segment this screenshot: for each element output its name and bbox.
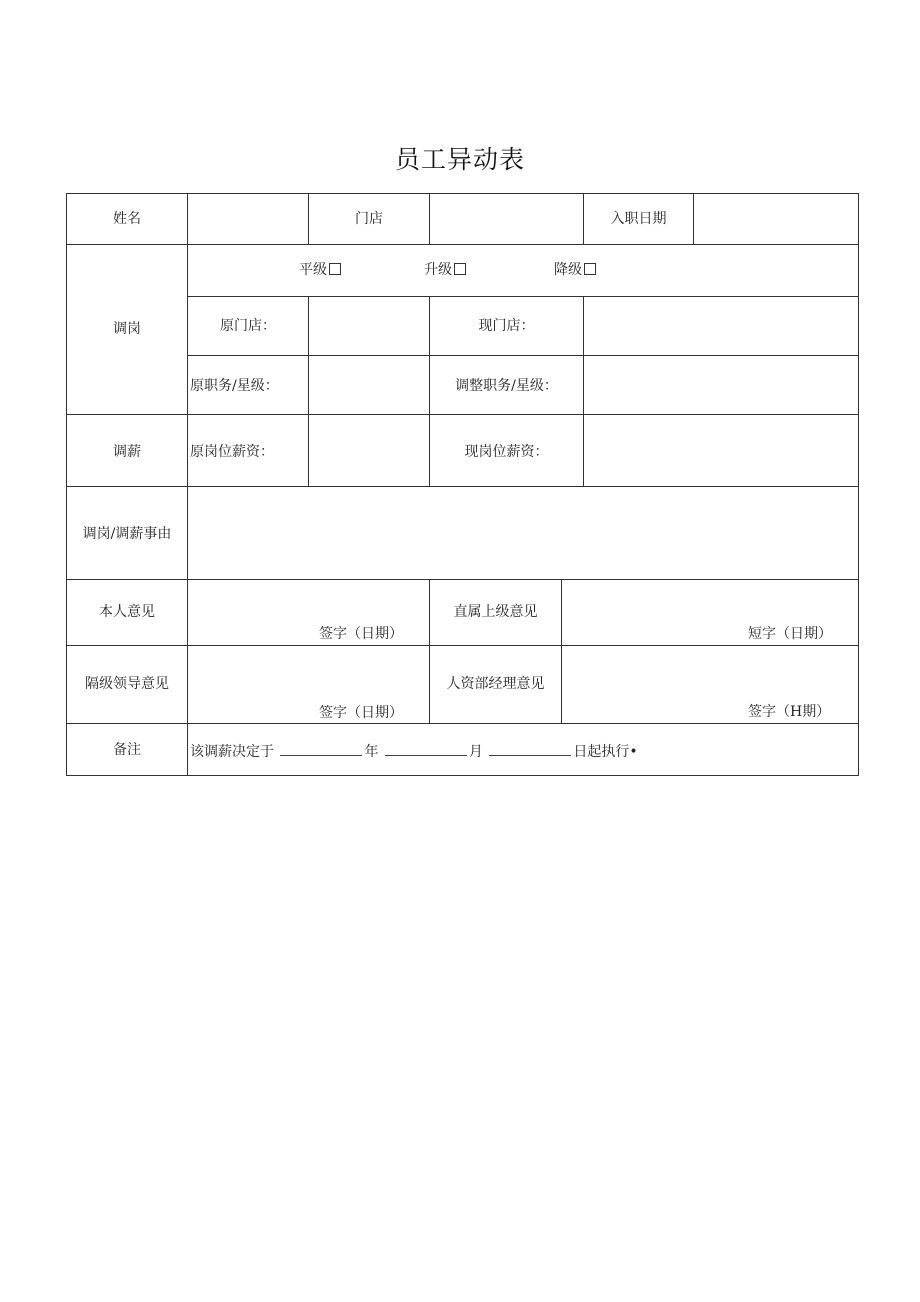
- store-label: 门店: [355, 211, 383, 227]
- new-salary-field[interactable]: [584, 415, 858, 486]
- orig-position-label: 原职务/星级：: [190, 378, 279, 394]
- page-title: 员工异动表: [394, 145, 525, 174]
- hr-opinion-label: 人资部经理意见: [446, 676, 545, 692]
- option-lateral-label: 平级: [299, 262, 327, 278]
- option-demotion-label: 降级: [554, 262, 582, 278]
- store-field[interactable]: [430, 194, 583, 244]
- orig-salary-label: 原岗位薪资：: [190, 444, 274, 460]
- row-divider: [67, 723, 858, 724]
- hire-date-field[interactable]: [694, 194, 858, 244]
- reason-label: 调岗/调薪事由: [82, 526, 172, 542]
- checkbox-icon[interactable]: [329, 263, 341, 275]
- reason-field[interactable]: [188, 487, 858, 579]
- orig-position-field[interactable]: [309, 356, 429, 414]
- hr-sign-label: 签字（H期）: [748, 704, 831, 720]
- orig-store-label: 原门店：: [220, 318, 276, 334]
- new-salary-label: 现岗位薪资：: [464, 444, 549, 460]
- remarks-label: 备注: [113, 742, 141, 758]
- orig-salary-field[interactable]: [309, 415, 429, 486]
- checkbox-icon[interactable]: [454, 263, 466, 275]
- skip-leader-opinion-label: 隔级领导意见: [85, 676, 169, 692]
- option-promotion[interactable]: [424, 261, 466, 279]
- transfer-form: [66, 193, 859, 776]
- col-divider: [429, 579, 430, 723]
- skip-leader-sign-label: 签字（日期）: [319, 705, 403, 721]
- option-lateral[interactable]: [299, 261, 341, 279]
- new-position-field[interactable]: [584, 356, 858, 414]
- month-label: 月: [468, 744, 483, 760]
- orig-store-field[interactable]: [309, 297, 429, 355]
- option-promotion-label: 升级: [424, 262, 452, 278]
- self-opinion-label: 本人意见: [99, 604, 155, 620]
- remarks-prefix: 该调薪决定于: [190, 744, 274, 760]
- month-blank[interactable]: [385, 741, 467, 756]
- transfer-label: 调岗: [113, 321, 141, 337]
- salary-label: 调薪: [113, 444, 141, 460]
- year-label: 年: [364, 744, 379, 760]
- self-sign-label: 签字（日期）: [319, 626, 403, 642]
- row-divider: [67, 244, 858, 245]
- year-blank[interactable]: [280, 741, 362, 756]
- supervisor-opinion-label: 直属上级意见: [453, 604, 538, 620]
- new-position-label: 调整职务/星级：: [455, 378, 558, 394]
- option-demotion[interactable]: [554, 261, 596, 279]
- supervisor-sign-label: 短字（日期）: [748, 626, 832, 642]
- hire-date-label: 入职日期: [610, 211, 667, 227]
- checkbox-icon[interactable]: [584, 263, 596, 275]
- name-label: 姓名: [113, 211, 141, 227]
- remarks-text: [190, 741, 638, 761]
- name-field[interactable]: [188, 194, 308, 244]
- day-blank[interactable]: [489, 741, 571, 756]
- remarks-suffix: 日起执行•: [573, 744, 638, 760]
- new-store-label: 现门店：: [478, 318, 535, 334]
- new-store-field[interactable]: [584, 297, 858, 355]
